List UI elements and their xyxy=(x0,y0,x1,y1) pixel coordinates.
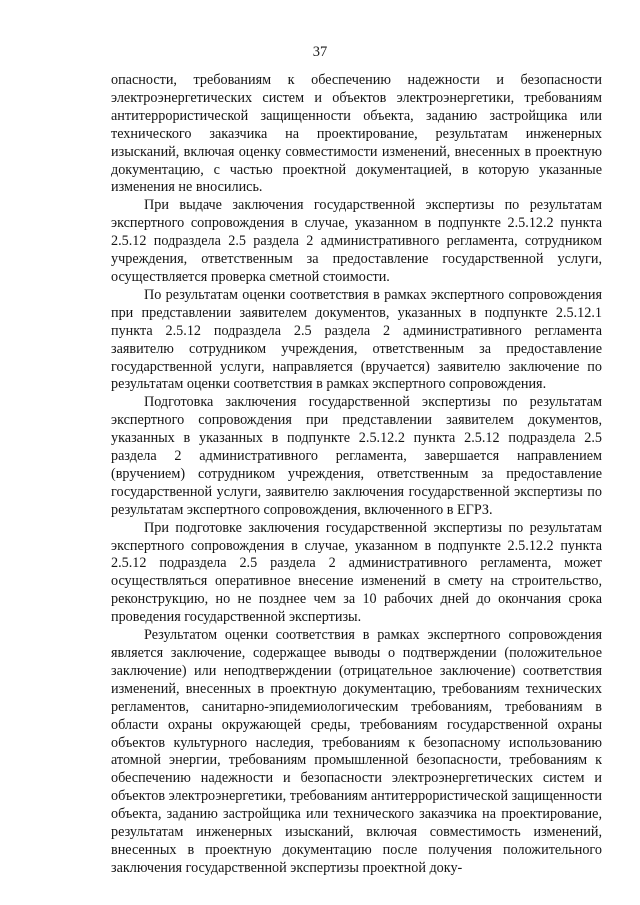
paragraph: Подготовка заключения государственной экспертизы по результатам экспертного сопровождения при представлении заявителем документов, указанных в указанных в подпункте 2.5.12.2 пункта 2.5.12 подраздела 2.5 раздела 2 административного регламента, завершается направлением (вручением) сотрудником учреждения, ответственным за предоставление государственной услуги, заявителю заключения государственной экспертизы по результатам экспертного сопровождения, включенного в ЕГРЗ. xyxy=(111,394,602,518)
paragraph: При подготовке заключения государственной экспертизы по результатам экспертного сопровождения в случае, указанном в подпункте 2.5.12.2 пункта 2.5.12 подраздела 2.5 раздела 2 административного регламента, может осуществляться оперативное внесение изменений в смету на строительство, реконструкцию, но не позднее чем за 10 рабочих дней до окончания срока проведения государственной экспертизы. xyxy=(111,519,602,626)
page-number: 37 xyxy=(312,44,328,60)
body-text xyxy=(111,72,602,878)
paragraph: По результатам оценки соответствия в рамках экспертного сопровождения при представлении заявителем документов, указанных в подпункте 2.5.12.1 пункта 2.5.12 подраздела 2.5 раздела 2 административного регламента заявителю сотрудником учреждения, ответственным за предоставление государственной услуги, направляется (вручается) заявителю заключение по результатам оценки соответствия в рамках экспертного сопровождения. xyxy=(111,286,602,393)
paragraph: При выдаче заключения государственной экспертизы по результатам экспертного сопровождения в случае, указанном в подпункте 2.5.12.2 пункта 2.5.12 подраздела 2.5 раздела 2 административного регламента, сотрудником учреждения, ответственным за предоставление государственной услуги, осуществляется проверка сметной стоимости. xyxy=(111,197,602,285)
paragraph-continuation: опасности, требованиям к обеспечению надежности и безопасности электроэнергетических систем и объектов электроэнергетики, требованиям антитеррористической защищенности объекта, заданию застройщика или технического заказчика на проектирование, результатам инженерных изысканий, включая оценку совместимости изменений, внесенных в проектную документацию, с частью проектной документацией, в которую указанные изменения не вносились. xyxy=(111,72,602,196)
paragraph: Результатом оценки соответствия в рамках экспертного сопровождения является заключение, содержащее выводы о подтверждении (положительное заключение) или неподтверждении (отрицательное заключение) соответствия изменений, внесенных в проектную документацию, требованиям технических регламентов, санитарно-эпидемиологическим требованиям, требованиям в области охраны окружающей среды, требованиям государственной охраны объектов культурного наследия, требованиям к безопасному использованию атомной энергии, требованиям промышленной безопасности, требованиям к обеспечению надежности и безопасности электроэнергетических систем и объектов электроэнергетики, требованиям антитеррористической защищенности объекта, заданию застройщика или технического заказчика на проектирование, результатам инженерных изысканий, включая совместимость изменений, внесенных в проектную документацию после получения положительного заключения государственной экспертизы проектной доку- xyxy=(111,627,602,876)
